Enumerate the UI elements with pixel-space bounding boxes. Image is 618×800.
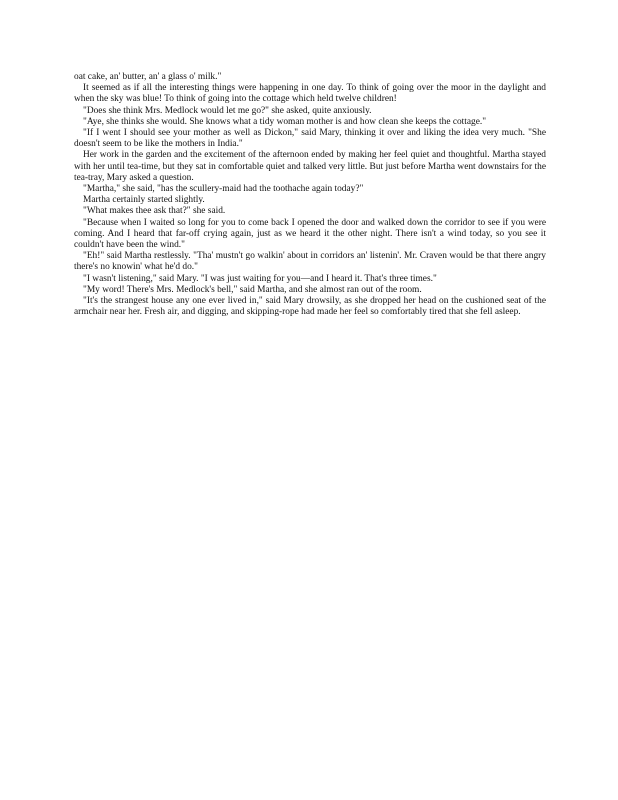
paragraph: "Aye, she thinks she would. She knows what a tidy woman mother is and how clean she keeps the cottage." bbox=[83, 116, 487, 127]
paragraph: It seemed as if all the interesting things were happening in one day. To think of going over the moor in the daylight and when the sky was blue! To think of going into the cottage which held twelve children! bbox=[74, 83, 546, 105]
paragraph-continuation: oat cake, an' butter, an' a glass o' milk." bbox=[74, 72, 222, 82]
paragraph: "It's the strangest house any one ever lived in," said Mary drowsily, as she dropped her head on the cushioned seat of the armchair near her. Fresh air, and digging, and skipping-rope had made her feel so comfortably tired that she fell asleep. bbox=[74, 296, 546, 318]
paragraph: "If I went I should see your mother as well as Dickon," said Mary, thinking it over and liking the idea very much. "She doesn't seem to be like the mothers in India." bbox=[74, 128, 546, 150]
paragraph: "What makes thee ask that?" she said. bbox=[83, 206, 226, 217]
paragraph: "Eh!" said Martha restlessly. "Tha' mustn't go walkin' about in corridors an' listenin'. Mr. Craven would be that there angry there's no knowin' what he'd do." bbox=[74, 251, 546, 273]
paragraph: "I wasn't listening," said Mary. "I was just waiting for you—and I heard it. That's three times." bbox=[83, 273, 437, 284]
paragraph: "Does she think Mrs. Medlock would let me go?" she asked, quite anxiously. bbox=[83, 105, 372, 116]
paragraph: Her work in the garden and the excitement of the afternoon ended by making her feel quiet and thoughtful. Martha stayed with her until tea-time, but they sat in comfortable quiet and talked very little. But just before Martha went downstairs for the tea-tray, Mary asked a question. bbox=[74, 150, 546, 183]
paragraph: "My word! There's Mrs. Medlock's bell," said Martha, and she almost ran out of the room. bbox=[83, 284, 422, 295]
paragraph: "Because when I waited so long for you to come back I opened the door and walked down the corridor to see if you were coming. And I heard that far-off crying again, just as we heard it the other night. There isn't a wind today, so you see it couldn't have been the wind." bbox=[74, 217, 546, 251]
paragraph: Martha certainly started slightly. bbox=[83, 195, 205, 206]
document-page bbox=[74, 72, 546, 318]
paragraph: "Martha," she said, "has the scullery-maid had the toothache again today?" bbox=[83, 184, 364, 195]
